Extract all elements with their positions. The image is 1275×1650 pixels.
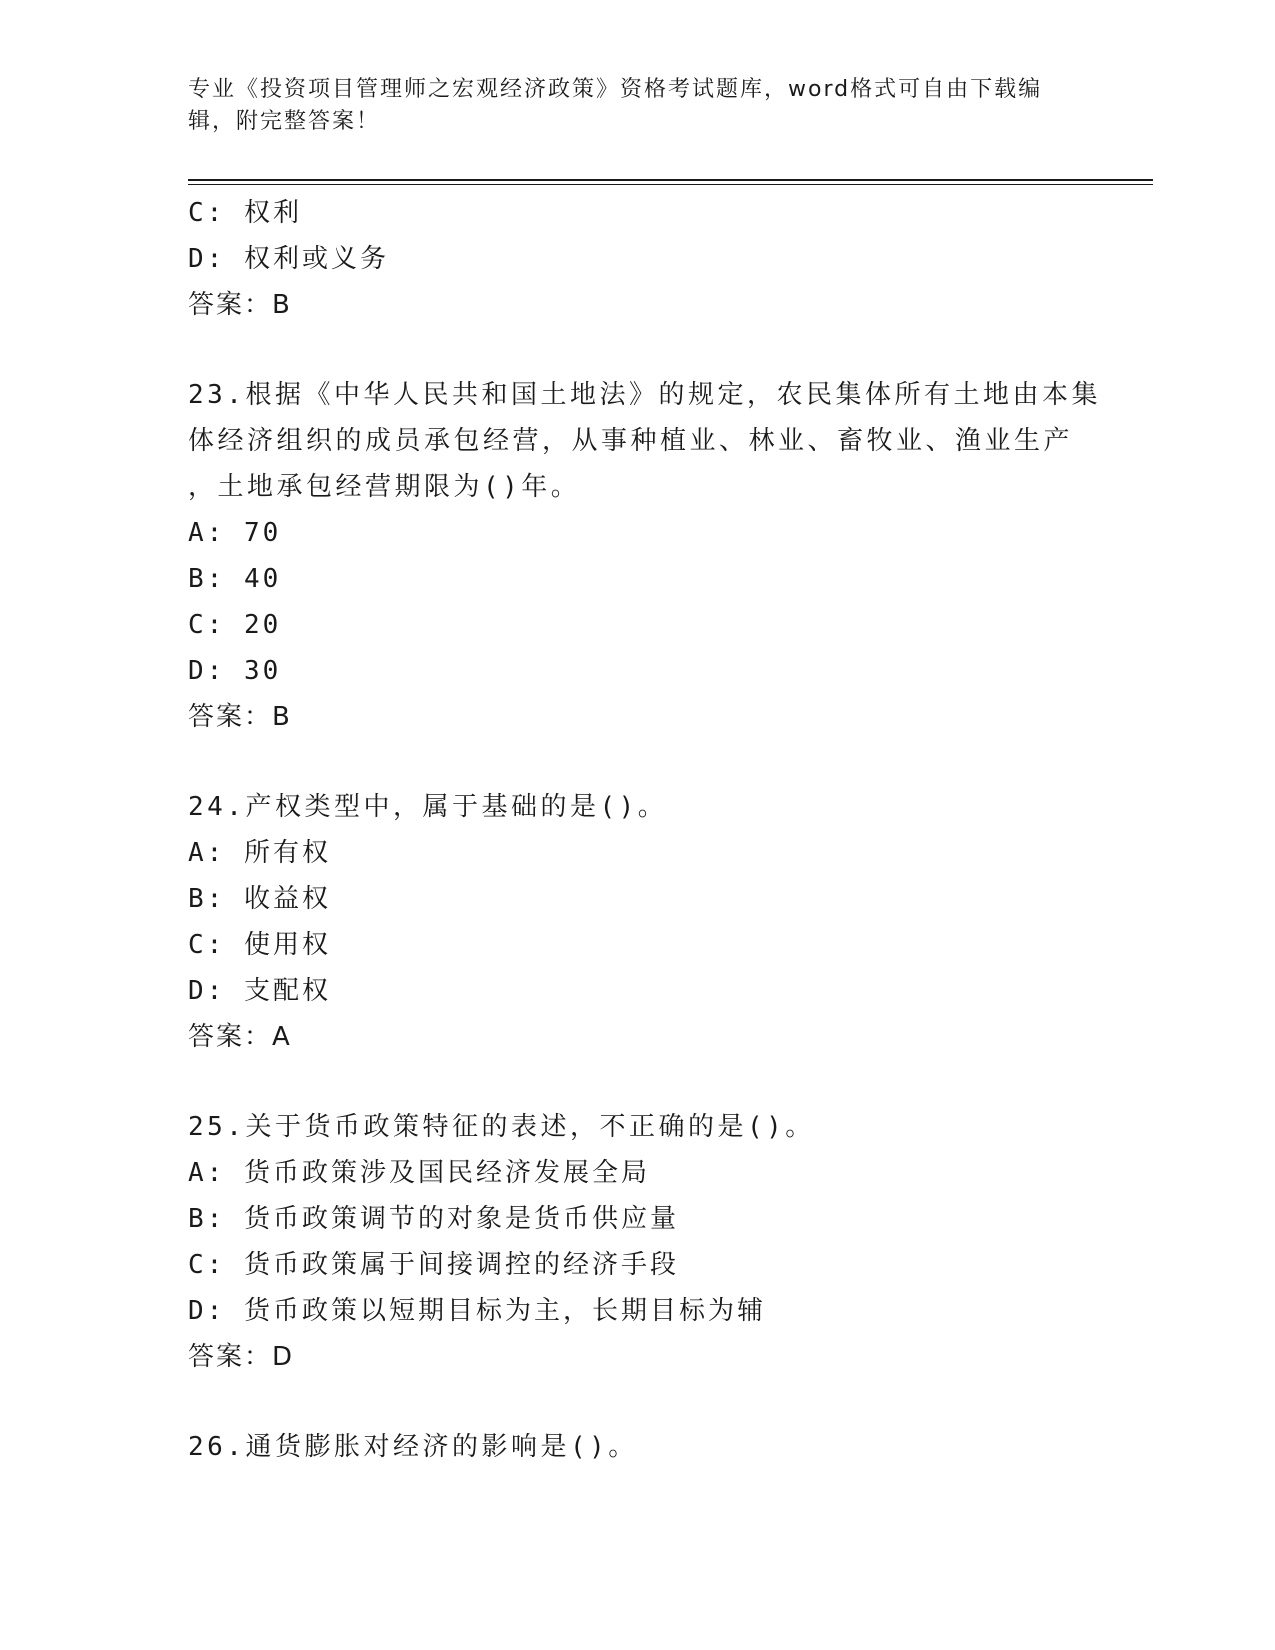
answer-line: 答案：B <box>188 702 292 732</box>
header-line-2: 辑，附完整答案！ <box>188 109 381 134</box>
question-stem <box>188 1104 1088 1150</box>
question-stem <box>188 1424 1088 1470</box>
option-c: C: 货币政策属于间接调控的经济手段 <box>188 1250 679 1280</box>
stem-line: 25.关于货币政策特征的表述，不正确的是()。 <box>188 1112 815 1142</box>
option-c: C: 20 <box>188 610 282 640</box>
answer-line: 答案：B <box>188 290 292 320</box>
option-b: B: 收益权 <box>188 884 331 914</box>
question-block-22 <box>188 190 1088 328</box>
header-divider-thick <box>188 179 1153 181</box>
option-d: D: 货币政策以短期目标为主，长期目标为辅 <box>188 1296 766 1326</box>
stem-line: 体经济组织的成员承包经营，从事种植业、林业、畜牧业、渔业生产 <box>188 426 1074 456</box>
option-b: B: 货币政策调节的对象是货币供应量 <box>188 1204 679 1234</box>
stem-line: 23.根据《中华人民共和国土地法》的规定，农民集体所有土地由本集 <box>188 380 1101 410</box>
header-line-1: 专业《投资项目管理师之宏观经济政策》资格考试题库，word格式可自由下载编 <box>188 77 1043 102</box>
option-c: C: 使用权 <box>188 930 331 960</box>
option-a: A: 70 <box>188 518 282 548</box>
option-d: D: 权利或义务 <box>188 244 389 274</box>
document-header <box>188 74 1068 138</box>
option-a: A: 货币政策涉及国民经济发展全局 <box>188 1158 650 1188</box>
option-d: D: 支配权 <box>188 976 331 1006</box>
option-c: C: 权利 <box>188 198 302 228</box>
question-block-26 <box>188 1424 1088 1470</box>
answer-line: 答案：D <box>188 1342 295 1372</box>
stem-line: ，土地承包经营期限为()年。 <box>188 472 581 502</box>
option-d: D: 30 <box>188 656 282 686</box>
stem-line: 26.通货膨胀对经济的影响是()。 <box>188 1432 638 1462</box>
option-a: A: 所有权 <box>188 838 331 868</box>
question-list <box>188 190 1101 1470</box>
question-stem <box>188 372 1101 510</box>
stem-line: 24.产权类型中，属于基础的是()。 <box>188 792 668 822</box>
answer-line: 答案：A <box>188 1022 292 1052</box>
header-divider-thin <box>188 184 1153 185</box>
question-stem <box>188 784 1088 830</box>
question-block-24 <box>188 784 1088 1060</box>
option-b: B: 40 <box>188 564 282 594</box>
question-block-23 <box>188 372 1101 740</box>
question-block-25 <box>188 1104 1088 1380</box>
